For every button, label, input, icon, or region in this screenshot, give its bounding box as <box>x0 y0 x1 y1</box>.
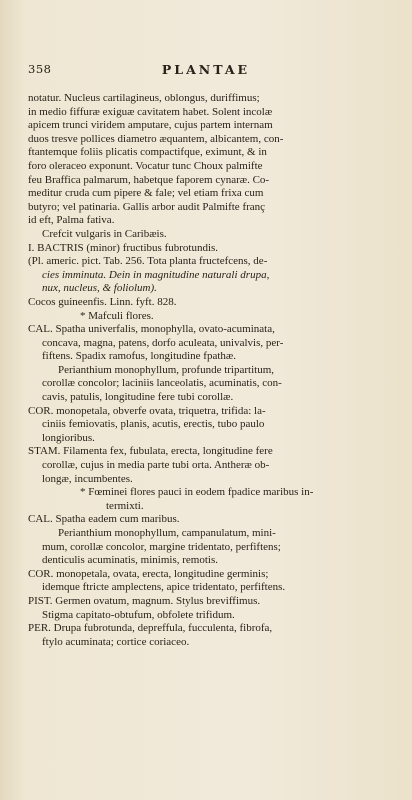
text-line: longioribus. <box>42 431 95 444</box>
text-line: I. BACTRIS (minor) fructibus fubrotundis. <box>28 241 219 254</box>
text-line: PER. Drupa fubrotunda, depreffula, fucculenta, fibrofa, <box>28 622 273 635</box>
text-line: Stigma capitato-obtufum, obfolete trifidum. <box>42 608 235 621</box>
page-header <box>0 62 412 80</box>
text-line: feu Braffica palmarum, habetque faporem cynaræ. Co- <box>28 173 270 186</box>
text-line: concava, magna, patens, dorfo aculeata, univalvis, per- <box>42 336 284 349</box>
text-line: Perianthium monophyllum, profunde tripartitum, <box>58 363 274 376</box>
text-line: STAM. Filamenta fex, fubulata, erecta, longitudine fere <box>28 445 273 458</box>
text-line: COR. monopetala, ovata, erecta, longitudine germinis; <box>28 567 269 580</box>
text-line: Perianthium monophyllum, campanulatum, mini- <box>58 527 276 539</box>
running-head: PLANTAE <box>161 62 251 77</box>
text-line: butyro; vel patinaria. Gallis arbor audit Palmifte franç <box>28 200 266 213</box>
text-line: Cocos guineenfis. Linn. fyft. 828. <box>28 295 177 308</box>
body-text <box>28 92 404 649</box>
text-line: termixti. <box>106 499 144 512</box>
text-line: PIST. Germen ovatum, magnum. Stylus breviffimus. <box>28 594 261 607</box>
text-line: Crefcit vulgaris in Caribæis. <box>42 227 167 240</box>
text-line: ftylo acuminata; cortice coriaceo. <box>42 635 190 648</box>
text-line: COR. monopetala, obverfe ovata, triquetra, trifida: la- <box>28 404 266 417</box>
text-line: CAL. Spatha eadem cum maribus. <box>28 513 180 526</box>
text-line: in medio fiffuræ exiguæ cavitatem habet. Solent incolæ <box>28 105 273 118</box>
text-line: id eft, Palma fativa. <box>28 214 115 227</box>
text-line: foro oleraceo exponunt. Vocatur tunc Choux palmifte <box>28 159 263 172</box>
text-line: ciniis femiovatis, planis, acutis, erectis, tubo paulo <box>42 418 265 431</box>
text-line: duos tresve pollices diametro æquantem, albicantem, con- <box>28 132 284 145</box>
text-line: (Pl. americ. pict. Tab. 256. Tota planta fructefcens, de- <box>28 255 268 268</box>
text-line: fiftens. Spadix ramofus, longitudine fpathæ. <box>42 350 236 363</box>
text-line: nux, nucleus, & foliolum). <box>42 282 157 295</box>
text-line: denticulis acuminatis, minimis, remotis. <box>42 554 218 567</box>
text-line: * Mafculi flores. <box>80 309 154 322</box>
text-line: apicem trunci viridem amputare, cujus partem internam <box>28 119 273 132</box>
text-line: meditur cruda cum pipere & fale; vel etiam frixa cum <box>28 187 264 200</box>
text-line: cies imminuta. Dein in magnitudine naturali drupa, <box>42 268 270 281</box>
text-line: mum, corollæ concolor, margine tridentato, perfiftens; <box>42 540 281 553</box>
text-line: CAL. Spatha univerfalis, monophylla, ovato-acuminata, <box>28 323 275 336</box>
text-line: corollæ concolor; laciniis lanceolatis, acuminatis, con- <box>42 377 282 390</box>
text-line: cavis, patulis, longitudine fere tubi corollæ. <box>42 391 234 404</box>
text-line: notatur. Nucleus cartilagineus, oblongus, duriffimus; <box>28 92 260 104</box>
page-number: 358 <box>28 62 52 76</box>
text-line: idemque ftricte amplectens, apice tridentato, perfiftens. <box>42 581 286 594</box>
text-line: longæ, incumbentes. <box>42 472 133 485</box>
text-line: corollæ, cujus in media parte tubi orta. Antheræ ob- <box>42 459 270 472</box>
text-line: ftantemque foliis plicatis compactifque, eximunt, & in <box>28 146 267 159</box>
text-line: * Fœminei flores pauci in eodem fpadice maribus in- <box>80 486 314 499</box>
